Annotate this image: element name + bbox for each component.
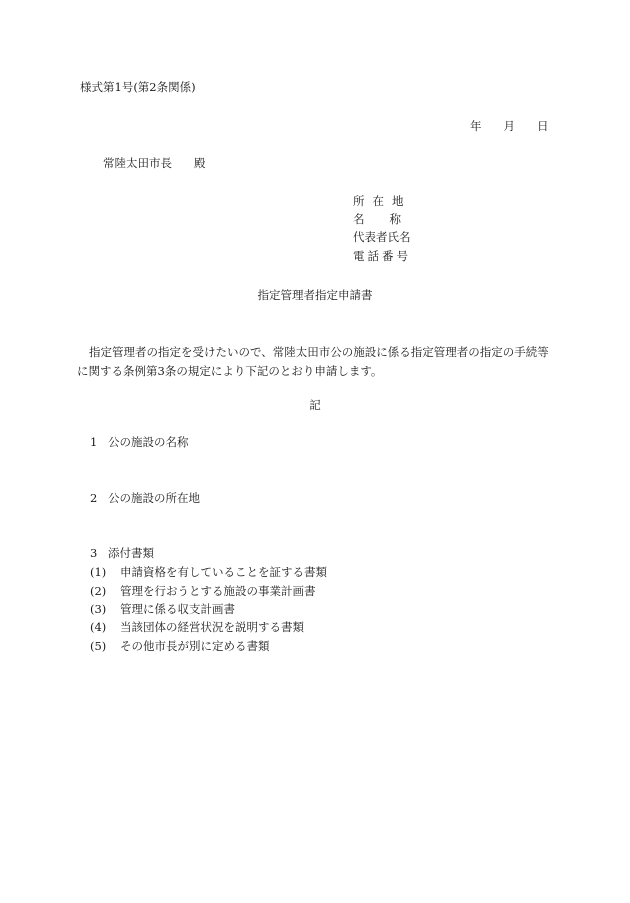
form-number: 様式第1号(第2条関係)	[80, 80, 196, 94]
item-label: 公の施設の名称	[108, 435, 189, 449]
attachment-number: (3)	[90, 602, 107, 616]
date-day-label: 日	[537, 119, 549, 133]
item-attachments	[90, 548, 154, 560]
attachment-label: 管理に係る収支計画書	[120, 602, 235, 616]
attachment-item	[90, 641, 270, 653]
document-title: 指定管理者指定申請書	[257, 288, 373, 302]
applicant-phone-label: 電話番号	[353, 249, 411, 263]
applicant-address-label: 所在地	[353, 194, 412, 208]
attachment-label: 申請資格を有していることを証する書類	[120, 565, 327, 579]
date-line	[470, 121, 549, 133]
attachment-item	[90, 604, 235, 616]
applicant-representative-label: 代表者氏名	[353, 230, 411, 244]
attachment-item	[90, 567, 327, 579]
item-label: 添付書類	[108, 546, 154, 560]
item-number: 2	[90, 491, 98, 505]
attachment-number: (4)	[90, 620, 107, 634]
item-number: 3	[90, 546, 98, 560]
body-paragraph: 指定管理者の指定を受けたいので、常陸太田市公の施設に係る指定管理者の指定の手続等に関する条例第3条の規定により下記のとおり申請します。	[77, 345, 549, 378]
addressee	[103, 158, 206, 170]
attachment-number: (1)	[90, 565, 107, 579]
addressee-name: 常陸太田市長	[103, 156, 172, 170]
attachment-item	[90, 586, 316, 598]
date-year-label: 年	[470, 119, 482, 133]
item-facility-location	[90, 493, 200, 505]
attachment-number: (2)	[90, 584, 107, 598]
item-facility-name	[90, 437, 189, 449]
attachment-item	[90, 622, 304, 634]
applicant-name-label: 名称	[353, 212, 426, 226]
item-number: 1	[90, 435, 98, 449]
attachment-label: 管理を行おうとする施設の事業計画書	[120, 584, 316, 598]
attachment-label: 当該団体の経営状況を説明する書類	[120, 620, 304, 634]
date-month-label: 月	[503, 119, 515, 133]
addressee-honorific: 殿	[194, 156, 206, 170]
item-label: 公の施設の所在地	[108, 491, 200, 505]
ki-heading: 記	[309, 398, 321, 412]
attachment-label: その他市長が別に定める書類	[120, 639, 270, 653]
attachment-number: (5)	[90, 639, 107, 653]
